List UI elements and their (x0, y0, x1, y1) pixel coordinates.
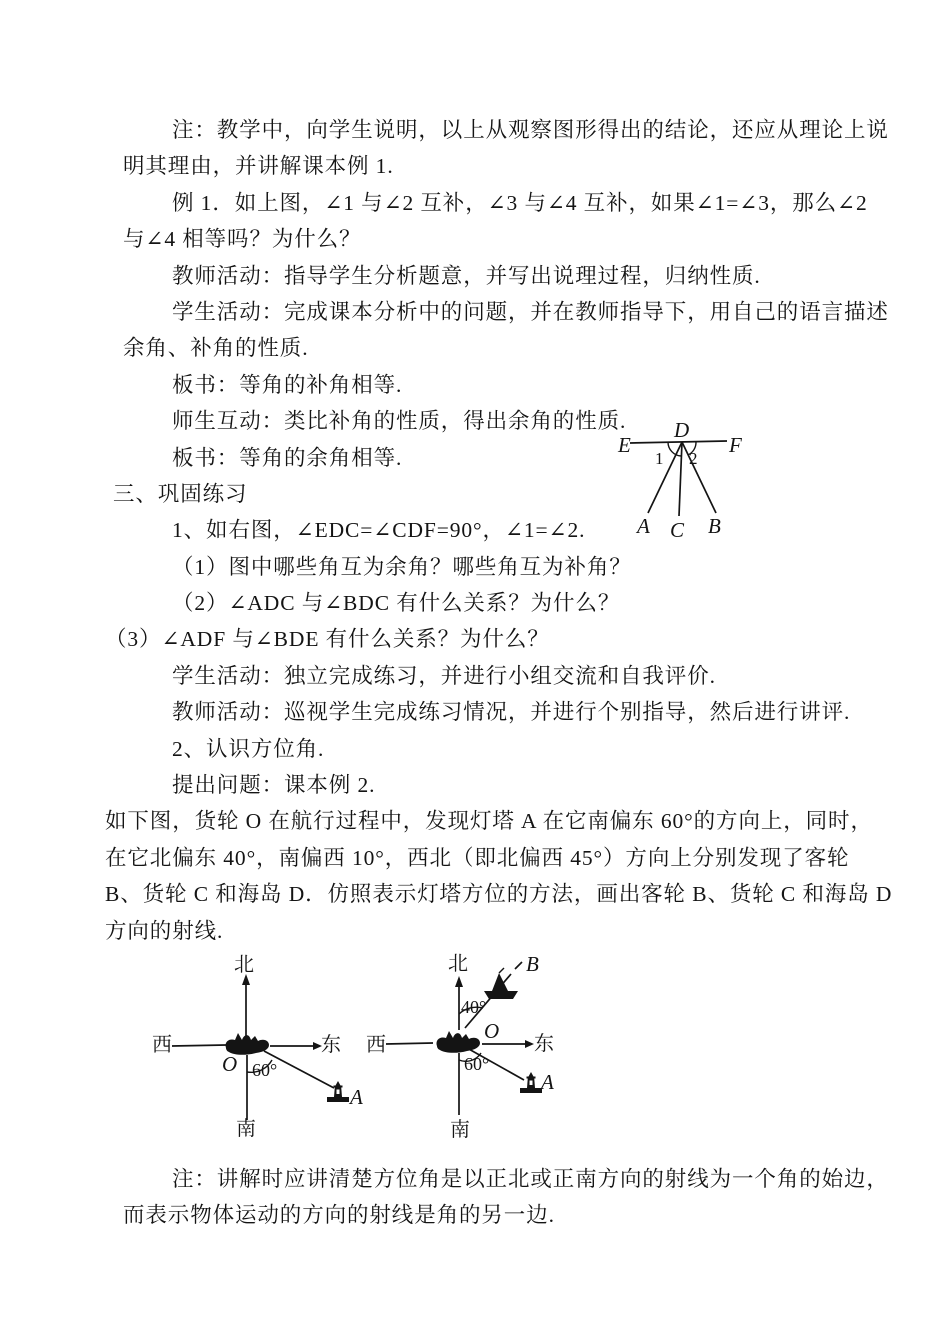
lighthouse-icon (520, 1072, 542, 1093)
east-label: 东 (321, 1034, 341, 1056)
angle-label-1: 1 (655, 449, 664, 468)
point-label-f: F (729, 433, 742, 457)
section-heading: 三、巩固练习 (113, 481, 248, 506)
south-label: 南 (236, 1118, 256, 1140)
point-label-e: E (618, 433, 631, 457)
angle-label-60: 60° (464, 1054, 490, 1074)
doc-line: 1、如右图，∠EDC=∠CDF=90°，∠1=∠2. (172, 518, 586, 543)
doc-line: 与∠4 相等吗？为什么？ (123, 227, 362, 252)
doc-line: 明其理由，并讲解课本例 1. (123, 154, 394, 179)
south-label: 南 (450, 1119, 470, 1141)
doc-line: 方向的射线. (105, 918, 224, 943)
doc-line: B、货轮 C 和海岛 D．仿照表示灯塔方位的方法，画出客轮 B、货轮 C 和海岛 D (105, 882, 893, 907)
origin-label: O (484, 1019, 500, 1043)
doc-line: 例 1．如上图，∠1 与∠2 互补，∠3 与∠4 互补，如果∠1=∠3，那么∠2 (172, 190, 868, 215)
point-label-a: A (637, 514, 650, 538)
doc-line: 在它北偏东 40°，南偏西 10°，西北（即北偏西 45°）方向上分别发现了客轮 (105, 845, 850, 870)
compass-diagram-right (360, 945, 560, 1143)
angle-label-2: 2 (689, 449, 698, 468)
north-arrowhead (455, 976, 463, 987)
doc-line: 提出问题：课本例 2. (172, 773, 376, 798)
east-arrowhead (525, 1040, 534, 1048)
doc-line: （1）图中哪些角互为余角？哪些角互为补角？ (172, 554, 632, 579)
ray-b-tick (515, 962, 522, 969)
figure-edf-angles (610, 418, 750, 543)
west-label: 西 (366, 1034, 386, 1056)
lighthouse-label-a: A (541, 1070, 554, 1094)
lighthouse-label-a: A (350, 1085, 363, 1109)
doc-line: 2、认识方位角. (172, 736, 325, 761)
doc-line: 余角、补角的性质. (123, 336, 309, 361)
sailboat-icon (484, 968, 518, 999)
east-label: 东 (534, 1033, 554, 1055)
doc-line: （3）∠ADF 与∠BDE 有什么关系？为什么？ (105, 627, 550, 652)
doc-line: （2）∠ADC 与∠BDC 有什么关系？为什么？ (172, 591, 621, 616)
point-label-b: B (708, 514, 721, 538)
lighthouse-icon (327, 1081, 349, 1102)
north-label: 北 (448, 953, 468, 975)
doc-line: 教师活动：巡视学生完成练习情况，并进行个别指导，然后进行讲评. (172, 700, 851, 725)
ship-icon (437, 1031, 480, 1053)
angle-label-40: 40° (461, 997, 487, 1017)
doc-line: 师生互动：类比补角的性质，得出余角的性质. (172, 409, 627, 434)
doc-line: 注：教学中，向学生说明，以上从观察图形得出的结论，还应从理论上说 (172, 118, 889, 142)
doc-line: 注：讲解时应讲清楚方位角是以正北或正南方向的射线为一个角的始边， (172, 1166, 889, 1191)
compass-diagram-left (140, 948, 363, 1143)
edf-line-and-rays (630, 441, 727, 516)
doc-line: 板书：等角的补角相等. (172, 372, 403, 397)
doc-line: 如下图，货轮 O 在航行过程中，发现灯塔 A 在它南偏东 60°的方向上，同时， (105, 809, 873, 834)
doc-line: 而表示物体运动的方向的射线是角的另一边. (123, 1203, 555, 1228)
boat-label-b: B (526, 952, 539, 976)
doc-line: 学生活动：完成课本分析中的问题，并在教师指导下，用自己的语言描述 (172, 299, 889, 324)
origin-label: O (222, 1052, 238, 1076)
doc-line: 板书：等角的余角相等. (172, 445, 403, 470)
north-label: 北 (234, 954, 254, 976)
doc-line: 学生活动：独立完成练习，并进行小组交流和自我评价. (172, 663, 716, 688)
angle-label-60: 60° (252, 1060, 278, 1080)
point-label-d: D (674, 418, 690, 442)
point-label-c: C (670, 518, 685, 542)
west-label: 西 (152, 1034, 172, 1056)
doc-line: 教师活动：指导学生分析题意，并写出说理过程，归纳性质. (172, 263, 761, 288)
